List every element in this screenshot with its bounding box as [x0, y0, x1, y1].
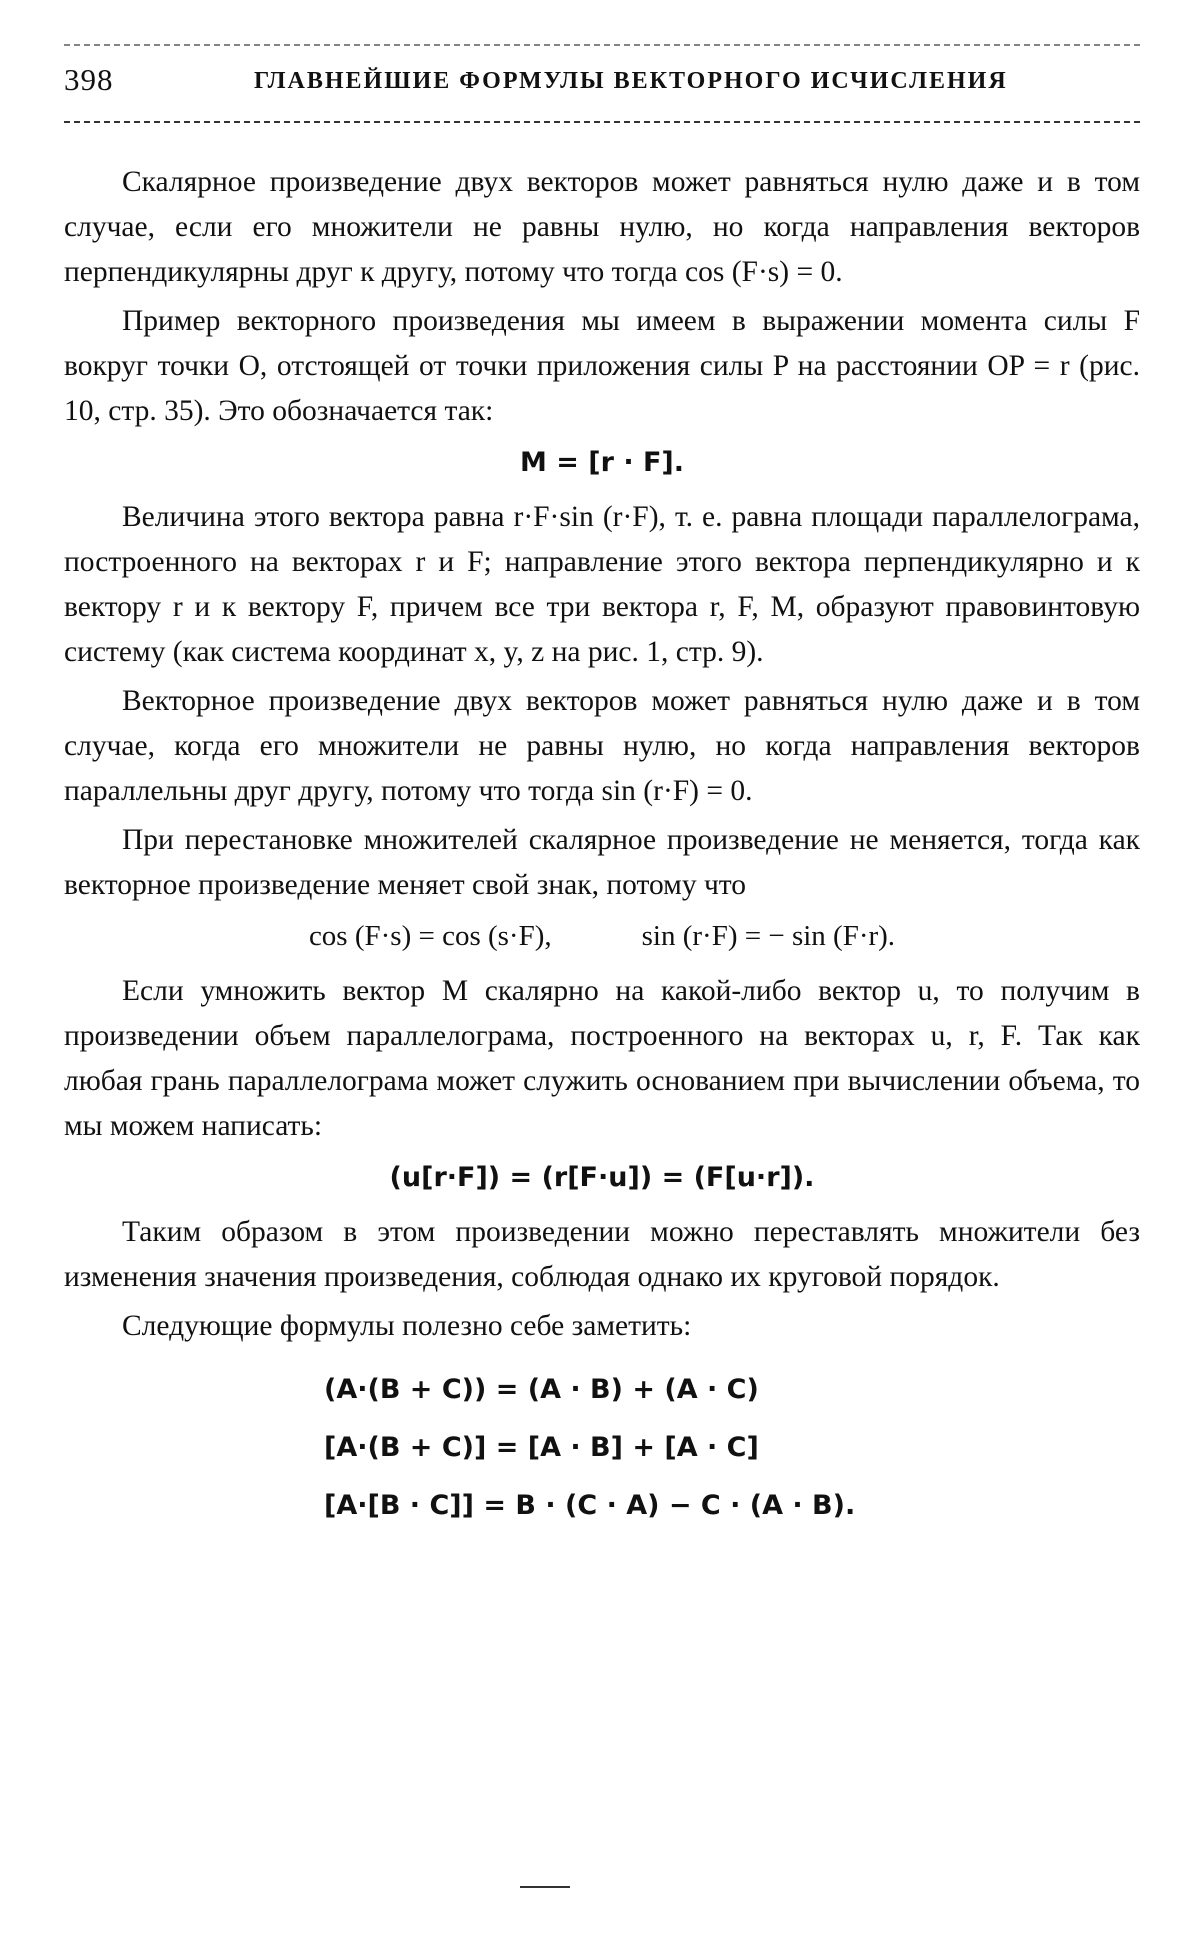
formula-double-vector-product: [A·[B · C]] = B · (C · A) − C · (A · B). — [324, 1490, 856, 1521]
paragraph-7: Таким образом в этом произведении можно переставлять множители без изменения значения произведения, соблюдая однако их круговой порядок. — [64, 1216, 1140, 1293]
equation-moment: M = [r · F]. — [519, 447, 685, 478]
paragraph-5: При перестановке множителей скалярное произведение не меняется, тогда как векторное произведение меняет свой знак, потому что — [64, 824, 1140, 901]
equation-triple-product: (u[r·F]) = (r[F·u]) = (F[u·r]). — [389, 1162, 815, 1193]
page-header — [64, 62, 1140, 102]
paragraph-2: Пример векторного произведения мы имеем в выражении момента силы F вокруг точки O, отстоящей от точки приложения силы P на расстоянии OP = r (рис. 10, стр. 35). Это обозначается так: — [64, 305, 1140, 427]
bottom-mark — [520, 1886, 570, 1888]
paragraph-1: Скалярное произведение двух векторов может равняться нулю даже и в том случае, если его множители не равны нулю, но когда направления векторов перпендикулярны друг к другу, потому что тогда cos (F·s) = 0. — [64, 166, 1140, 288]
header-rule — [64, 121, 1140, 123]
equation-commutation — [64, 914, 1140, 959]
paragraph-3: Величина этого вектора равна r·F·sin (r·F), т. е. равна площади параллелограма, построенного на векторах r и F; направление этого вектора перпендикулярно и к вектору r и к вектору F, причем все три вектора r, F, M, образуют правовинтовую систему (как система координат x, y, z на рис. 1, стр. 9). — [64, 501, 1140, 668]
formula-vector-distributive: [A·(B + C)] = [A · B] + [A · C] — [324, 1432, 759, 1463]
formula-scalar-distributive: (A·(B + C)) = (A · B) + (A · C) — [324, 1374, 759, 1405]
paragraph-6: Если умножить вектор M скалярно на какой-либо вектор u, то получим в произведении объем параллелограма, построенного на векторах u, r, F. Так как любая грань параллелограма может служить основанием при вычислении объема, то мы можем написать: — [64, 975, 1140, 1142]
paragraph-8: Следующие формулы полезно себе заметить: — [122, 1310, 692, 1342]
page-number: 398 — [64, 62, 114, 97]
top-rule — [64, 44, 1140, 46]
equation-sin: sin (r·F) = − sin (F·r). — [641, 920, 896, 952]
formula-list — [64, 1361, 1140, 1535]
paragraph-4: Векторное произведение двух векторов может равняться нулю даже и в том случае, когда его множители не равны нулю, но когда направления векторов параллельны друг другу, потому что тогда sin (r·F) = 0. — [64, 685, 1140, 807]
equation-cos: cos (F·s) = cos (s·F), — [308, 920, 552, 952]
running-head: ГЛАВНЕЙШИЕ ФОРМУЛЫ ВЕКТОРНОГО ИСЧИСЛЕНИЯ — [254, 68, 1008, 94]
page-body — [64, 160, 1140, 1535]
